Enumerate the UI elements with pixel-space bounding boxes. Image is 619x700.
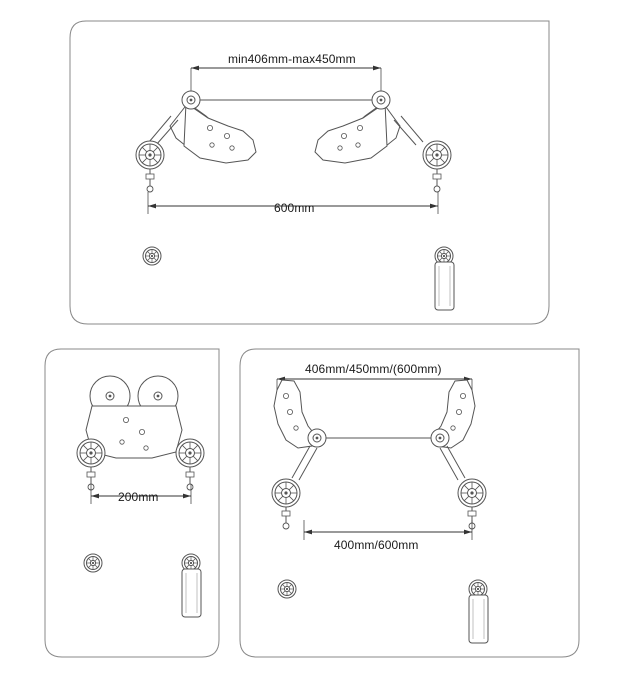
dimension-label-bottom-right-lower: 400mm/600mm bbox=[334, 538, 419, 552]
bottom-right-view-panel bbox=[240, 349, 579, 657]
dimension-label-bottom-right-upper: 406mm/450mm/(600mm) bbox=[305, 362, 442, 376]
dimension-label-top-lower: 600mm bbox=[274, 201, 315, 215]
dimension-label-bottom-left: 200mm bbox=[118, 490, 159, 504]
top-view-panel bbox=[70, 21, 549, 324]
dimension-label-top-upper: min406mm-max450mm bbox=[228, 52, 356, 66]
